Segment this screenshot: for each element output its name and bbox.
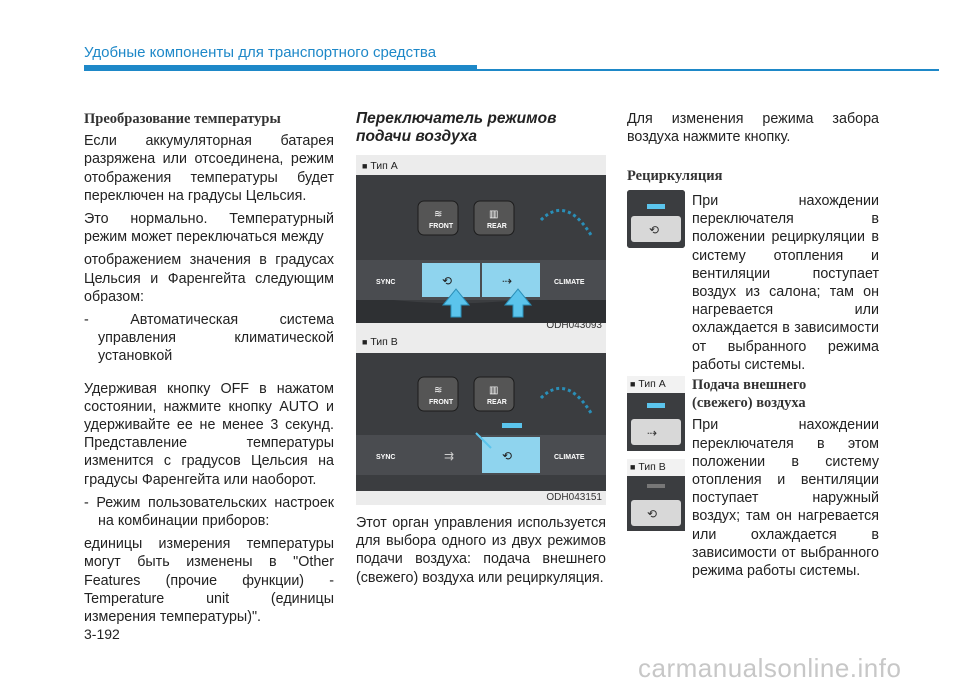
column-temperature-conversion (84, 110, 334, 631)
figure-type-label: ■ Тип A (630, 378, 666, 390)
figure-type-label: ■ Тип A (362, 160, 398, 172)
front-defrost-icon: ≋ (434, 209, 443, 220)
heading-recirculation: Рециркуляция (627, 168, 723, 184)
sync-label: SYNC (376, 454, 396, 461)
figure-code: ODH043093 (546, 320, 602, 331)
fresh-air-type-b-image (627, 459, 685, 531)
recirc-icon: ⟲ (647, 507, 658, 521)
fresh-air-section (692, 376, 879, 585)
paragraph: отображением значения в градусах Цельсия и Фаренгейта следующим образом: (84, 252, 334, 305)
rear-defrost-icon: ▥ (489, 209, 499, 220)
recirc-icon: ⟲ (502, 449, 513, 463)
fresh-air-icon: ⇢ (647, 426, 658, 440)
figure-type-label: ■ Тип B (362, 336, 398, 348)
climate-panel-illustration (356, 175, 606, 323)
recirculation-button-image (627, 190, 685, 248)
paragraph: При нахождении переключателя в этом положении в систему отопления и вентиляции поступает наружный воздух; там он нагревается или охлаждается в зависимости от выбранного режима работы системы. (692, 417, 879, 580)
header-rule (84, 65, 477, 71)
paragraph: Этот орган управления используется для выбора одного из двух режимов подачи воздуха: подача внешнего (свежего) воздуха или рециркуляция. (356, 515, 606, 586)
paragraph: Если аккумуляторная батарея разряжена или отсоединена, режим отображения температуры будет переключен на градусы Цельсия. (84, 133, 334, 204)
column-air-intake-heading (356, 110, 606, 146)
climate-panel-illustration (356, 353, 606, 491)
climate-label: CLIMATE (554, 454, 585, 461)
fresh-air-icon: ⇢ (502, 274, 513, 288)
figure-type-label: ■ Тип B (630, 461, 666, 473)
paragraph: Удерживая кнопку OFF в нажатом состоянии, нажмите кнопку AUTO и удерживайте ее не менее 3 секунд. Представление температуры изменится с градусов Цельсия на градусы Фаренгейта или наоборот. (84, 380, 334, 488)
heading-fresh-air-line1: Подача внешнего (692, 377, 807, 393)
indicator-led (502, 423, 522, 428)
rear-defrost-label: REAR (487, 399, 507, 406)
recirc-icon: ⟲ (649, 223, 660, 237)
air-flow-icon: ⇉ (444, 449, 455, 463)
front-defrost-label: FRONT (429, 399, 454, 406)
heading-fresh-air-line2: (свежего) воздуха (692, 395, 806, 412)
climate-label: CLIMATE (554, 279, 585, 286)
recirc-icon: ⟲ (442, 274, 453, 288)
paragraph: единицы измерения температуры могут быть изменены в "Other Features (прочие функции) - Temperature unit (единицы измерения температуры)". (84, 536, 334, 626)
paragraph: Это нормально. Температурный режим может переключаться между (84, 211, 334, 246)
section-header: Удобные компоненты для транспортного средства (84, 44, 437, 61)
heading-temperature-conversion: Преобразование температуры (84, 111, 281, 127)
rear-defrost-label: REAR (487, 223, 507, 230)
figure-type-a (356, 155, 606, 333)
recirculation-description (692, 192, 879, 379)
page-number: 3-192 (84, 626, 120, 642)
rear-defrost-icon: ▥ (489, 385, 499, 396)
figure-type-b (356, 333, 606, 505)
fresh-air-type-a-image (627, 376, 685, 451)
figure-code: ODH043151 (546, 492, 602, 503)
column-air-intake-body (356, 514, 606, 592)
list-item-user-settings: - Режим пользовательских настроек на комбинации приборов: (84, 494, 334, 530)
list-item-auto-climate: - Автоматическая система управления климатической установкой (84, 312, 334, 365)
paragraph: Для изменения режима забора воздуха нажмите кнопку. (627, 111, 879, 146)
heading-air-intake-line1: Переключатель режимов (356, 110, 557, 127)
front-defrost-label: FRONT (429, 223, 454, 230)
paragraph: При нахождении переключателя в положении рециркуляции в систему отопления и вентиляции поступает воздух из салона; там он нагревается или охлаждается в зависимости от выбранного режима работы системы. (692, 193, 879, 373)
column-intake-mode (627, 110, 879, 151)
header-rule-thin (477, 69, 939, 71)
front-defrost-icon: ≋ (434, 385, 443, 396)
sync-label: SYNC (376, 279, 396, 286)
heading-air-intake-line2: подачи воздуха (356, 128, 477, 145)
watermark: carmanualsonline.info (638, 653, 902, 683)
